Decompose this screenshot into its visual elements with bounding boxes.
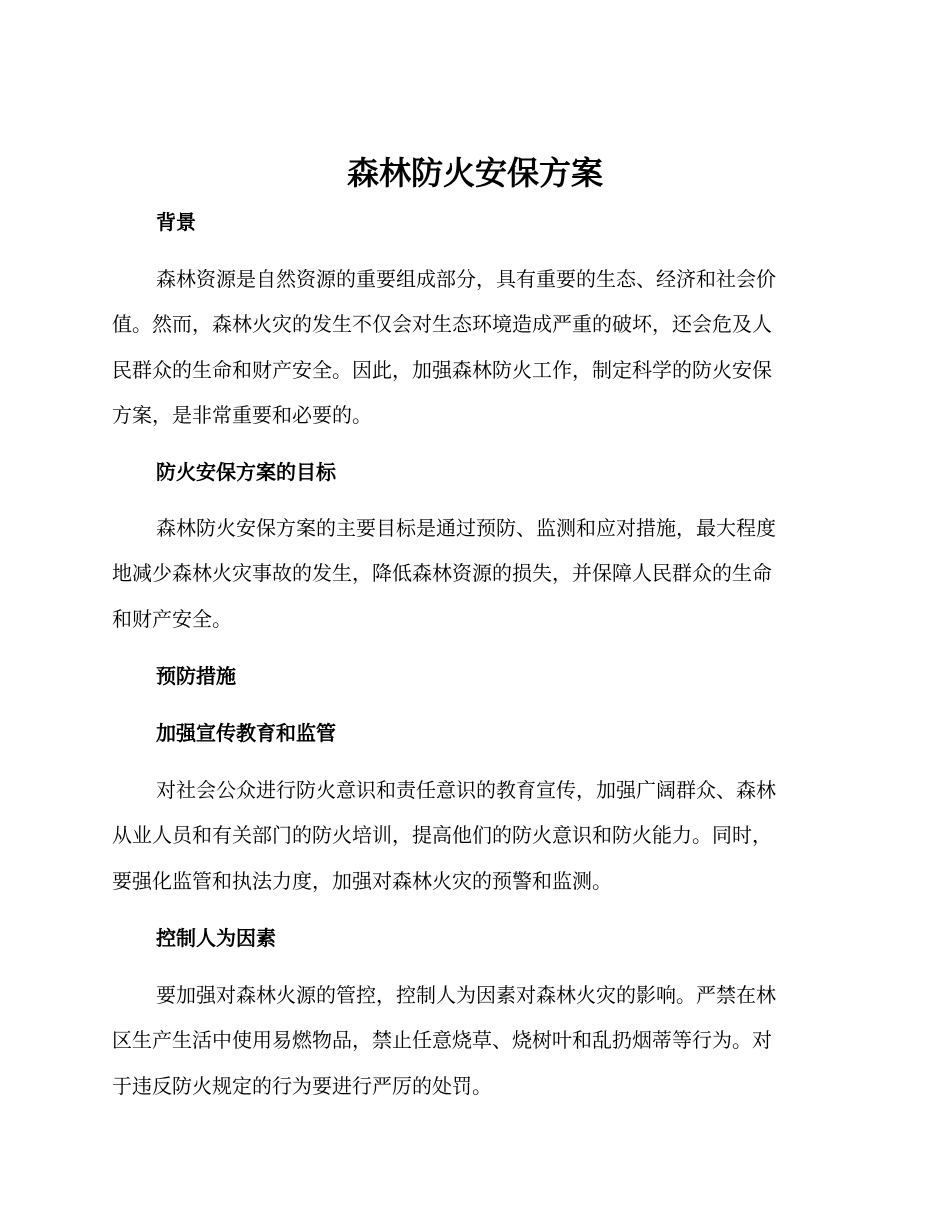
paragraph-line: 要强化监管和执法力度，加强对森林火灾的预警和监测。 bbox=[112, 868, 612, 893]
paragraph-line: 区生产生活中使用易燃物品，禁止任意烧草、烧树叶和乱扔烟蒂等行为。对 bbox=[112, 1028, 772, 1053]
section-heading-human-factors: 控制人为因素 bbox=[156, 926, 276, 950]
paragraph-line: 方案，是非常重要和必要的。 bbox=[112, 402, 372, 427]
paragraph-line: 和财产安全。 bbox=[112, 606, 232, 631]
section-heading-prevention: 预防措施 bbox=[156, 664, 236, 688]
section-paragraph-background bbox=[112, 257, 832, 438]
paragraph-line: 对社会公众进行防火意识和责任意识的教育宣传，加强广阔群众、森林 bbox=[156, 778, 776, 802]
section-paragraph-education bbox=[112, 768, 832, 904]
section-paragraph-goals bbox=[112, 506, 832, 642]
section-paragraph-human-factors bbox=[112, 973, 832, 1109]
paragraph-line: 要加强对森林火源的管控，控制人为因素对森林火灾的影响。严禁在林 bbox=[156, 983, 776, 1007]
page-title: 森林防火安保方案 bbox=[346, 154, 603, 192]
paragraph-line: 于违反防火规定的行为要进行严厉的处罚。 bbox=[112, 1073, 492, 1098]
paragraph-line: 森林防火安保方案的主要目标是通过预防、监测和应对措施，最大程度 bbox=[156, 516, 776, 540]
section-heading-goals: 防火安保方案的目标 bbox=[156, 460, 336, 484]
section-heading-education: 加强宣传教育和监管 bbox=[156, 721, 336, 745]
paragraph-line: 民群众的生命和财产安全。因此，加强森林防火工作，制定科学的防火安保 bbox=[112, 357, 772, 382]
section-heading-background: 背景 bbox=[156, 210, 196, 234]
paragraph-line: 地减少森林火灾事故的发生，降低森林资源的损失，并保障人民群众的生命 bbox=[112, 561, 772, 586]
paragraph-line: 值。然而，森林火灾的发生不仅会对生态环境造成严重的破坏，还会危及人 bbox=[112, 312, 772, 337]
paragraph-line: 森林资源是自然资源的重要组成部分，具有重要的生态、经济和社会价 bbox=[156, 267, 776, 291]
paragraph-line: 从业人员和有关部门的防火培训，提高他们的防火意识和防火能力。同时， bbox=[112, 823, 772, 848]
